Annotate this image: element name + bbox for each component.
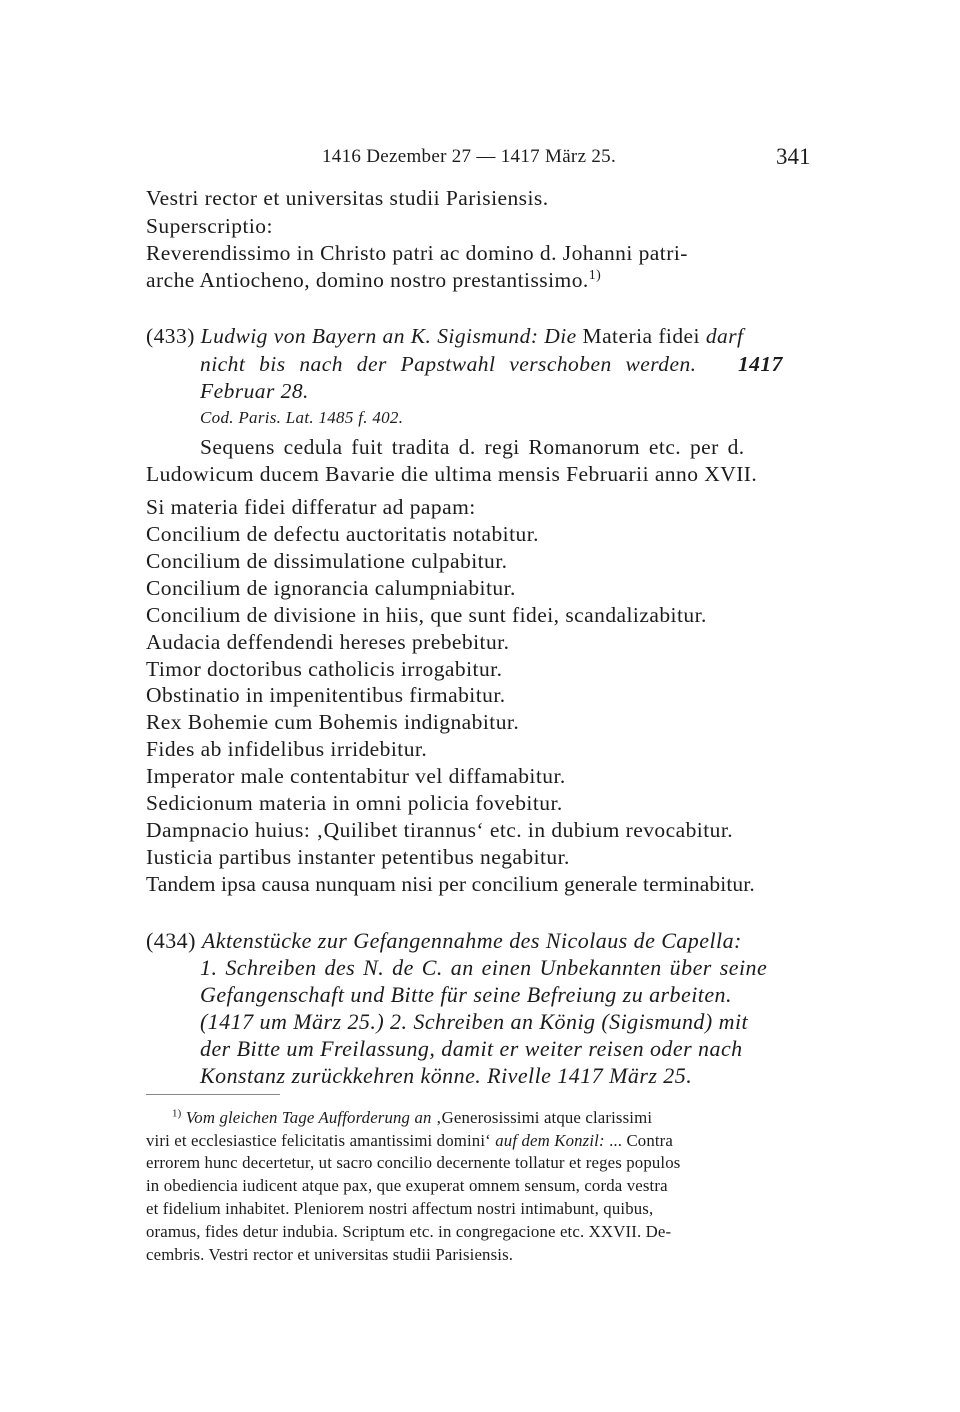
text-line: Obstinatio in impenitentibus firmabitur. bbox=[146, 683, 506, 707]
footnote-line: cembris. Vestri rector et universitas studii Parisiensis. bbox=[146, 1245, 514, 1264]
entry-heading bbox=[146, 324, 743, 349]
footnote-line bbox=[172, 1108, 652, 1128]
text-line: Sedicionum materia in omni policia fovebitur. bbox=[146, 791, 563, 815]
superscriptio-label: Superscriptio: bbox=[146, 214, 273, 238]
entry-number: (433) bbox=[146, 324, 195, 348]
entry-number: (434) bbox=[146, 928, 196, 953]
footnote-separator bbox=[146, 1094, 280, 1095]
text-line: Concilium de ignorancia calumpniabitur. bbox=[146, 576, 516, 600]
letter-closing: Vestri rector et universitas studii Parisiensis. bbox=[146, 186, 549, 210]
text-line: Fides ab infidelibus irridebitur. bbox=[146, 737, 428, 761]
footnote-line bbox=[146, 1131, 673, 1151]
text-line: Dampnacio huius: ‚Quilibet tirannus‘ etc. in dubium revocabitur. bbox=[146, 818, 734, 842]
text-line: Concilium de dissimulatione culpabitur. bbox=[146, 549, 508, 573]
entry-heading-line: der Bitte um Freilassung, damit er weiter reisen oder nach bbox=[200, 1036, 743, 1061]
text-line: Concilium de defectu auctoritatis notabitur. bbox=[146, 522, 539, 546]
source-citation: Cod. Paris. Lat. 1485 f. 402. bbox=[200, 408, 404, 427]
footnote-italic: auf dem Konzil: bbox=[495, 1131, 605, 1150]
text-line: Si materia fidei differatur ad papam: bbox=[146, 495, 476, 519]
entry-title: darf bbox=[705, 324, 744, 348]
entry-title: Ludwig von Bayern an K. Sigismund: Die bbox=[200, 324, 577, 348]
text-line: Rex Bohemie cum Bohemis indignabitur. bbox=[146, 710, 520, 734]
footnote-marker: 1) bbox=[172, 1107, 182, 1120]
entry-title-roman: Materia fidei bbox=[582, 324, 700, 348]
text-line: Imperator male contentabitur vel diffamabitur. bbox=[146, 764, 566, 788]
footnote-line: in obediencia iudicent atque pax, que exuperat omnem sensum, corda vestra bbox=[146, 1176, 668, 1195]
footnote-text: ‚Generosissimi atque clarissimi bbox=[435, 1108, 653, 1127]
text-line: Timor doctoribus catholicis irrogabitur. bbox=[146, 657, 503, 681]
intro-line: Sequens cedula fuit tradita d. regi Romanorum etc. per d. bbox=[200, 435, 745, 459]
address-text: arche Antiocheno, domino nostro prestantissimo. bbox=[146, 268, 589, 292]
entry-heading-line bbox=[200, 352, 783, 377]
address-line bbox=[146, 268, 601, 293]
text-line: Tandem ipsa causa nunquam nisi per concilium generale terminabitur. bbox=[146, 872, 755, 896]
footnote-text: viri et ecclesiastice felicitatis amantissimi domini‘ bbox=[146, 1131, 491, 1150]
entry-heading-line: 1. Schreiben des N. de C. an einen Unbekannten über seine bbox=[200, 955, 768, 980]
entry-heading-line: Februar 28. bbox=[200, 379, 309, 403]
footnote-line: oramus, fides detur indubia. Scriptum etc. in congregacione etc. XXVII. De- bbox=[146, 1222, 672, 1241]
page-number: 341 bbox=[776, 144, 811, 169]
entry-heading-line: Konstanz zurückkehren könne. Rivelle 1417 März 25. bbox=[200, 1063, 693, 1088]
text-line: Iusticia partibus instanter petentibus negabitur. bbox=[146, 845, 570, 869]
entry-heading-line: (1417 um März 25.) 2. Schreiben an König (Sigismund) mit bbox=[200, 1009, 749, 1034]
entry-title: Aktenstücke zur Gefangennahme des Nicolaus de Capella: bbox=[201, 928, 742, 953]
intro-line: Ludowicum ducem Bavarie die ultima mensis Februarii anno XVII. bbox=[146, 462, 758, 486]
footnote-italic: Vom gleichen Tage Aufforderung an bbox=[185, 1108, 432, 1127]
text-line: Audacia deffendendi hereses prebebitur. bbox=[146, 630, 510, 654]
running-header: 1416 Dezember 27 — 1417 März 25. bbox=[322, 146, 616, 167]
entry-heading bbox=[146, 928, 742, 954]
footnote-text: ... Contra bbox=[609, 1131, 674, 1150]
entry-year: 1417 bbox=[737, 352, 783, 376]
entry-title: nicht bis nach der Papstwahl verschoben werden. bbox=[200, 352, 697, 376]
footnote-line: et fidelium inhabitet. Pleniorem nostri affectum nostri intimabunt, quibus, bbox=[146, 1199, 654, 1218]
entry-heading-line: Gefangenschaft und Bitte für seine Befreiung zu arbeiten. bbox=[200, 982, 732, 1007]
address-line: Reverendissimo in Christo patri ac domino d. Johanni patri- bbox=[146, 241, 688, 265]
footnote-ref: 1) bbox=[588, 267, 602, 283]
text-line: Concilium de divisione in hiis, que sunt fidei, scandalizabitur. bbox=[146, 603, 707, 627]
footnote-line: errorem hunc decertetur, ut sacro concilio decernente tollatur et reges populos bbox=[146, 1153, 681, 1172]
